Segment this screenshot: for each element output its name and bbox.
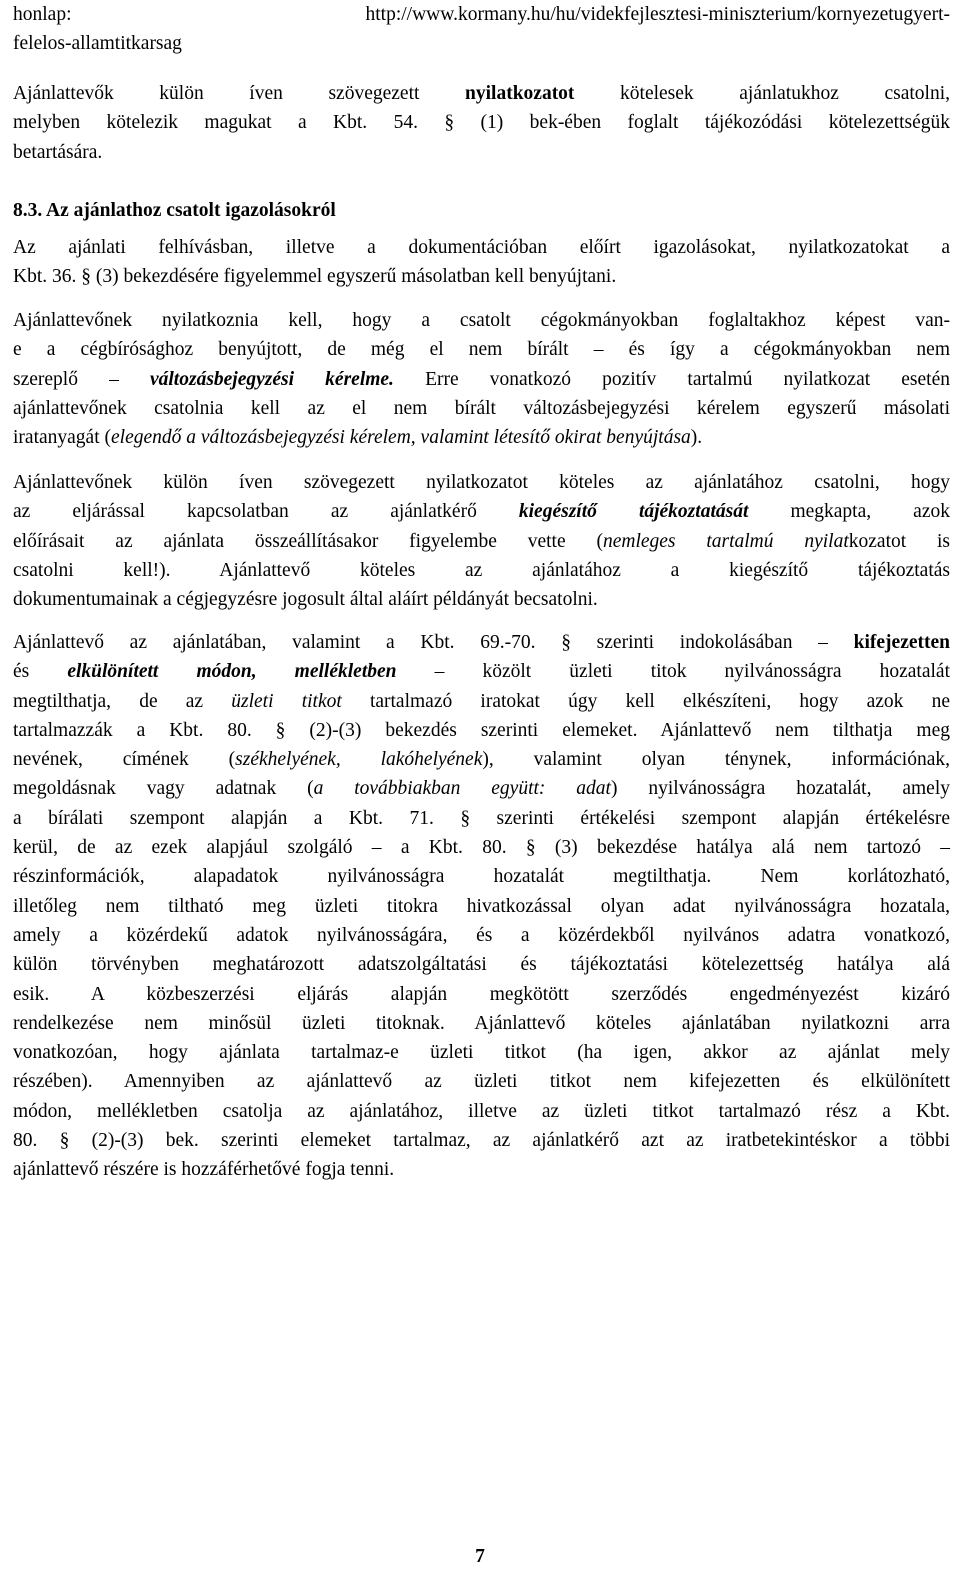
text-line: betartására. [13, 141, 103, 163]
text-line: illetőleg nem tiltható meg üzleti titokra hivatkozással olyan adat nyilvánosságra hozatala, [13, 895, 950, 917]
header-line-2: felelos-allamtitkarsag [13, 33, 182, 55]
text-line: részében). Amennyiben az ajánlattevő az üzleti titkot nem kifejezetten és elkülönített [13, 1071, 950, 1093]
text-line: esik. A közbeszerzési eljárás alapján megkötött szerződés engedményezést kizáró [13, 983, 950, 1005]
header-label: honlap: [13, 4, 72, 25]
paragraph-certificates [13, 233, 950, 292]
header-source [13, 0, 950, 59]
text-line: módon, mellékletben csatolja az ajánlatához, illetve az üzleti titkot tartalmazó rész a Kbt. [13, 1100, 950, 1122]
text-line: részinformációk, alapadatok nyilvánosságra hozatalát megtilthatja. Nem korlátozható, [13, 866, 950, 888]
text-line: melyben kötelezik magukat a Kbt. 54. § (1) bek-ében foglalt tájékozódási kötelezettségük [13, 112, 950, 134]
text-line: dokumentumainak a cégjegyzésre jogosult által aláírt példányát becsatolni. [13, 589, 598, 611]
text-line: vonatkozóan, hogy ajánlata tartalmaz-e üzleti titkot (ha igen, akkor az ajánlat mely [13, 1042, 950, 1064]
paragraph-statement [13, 79, 950, 167]
text-line: a bírálati szempont alapján a Kbt. 71. § szerinti értékelési szempont alapján értékelésre [13, 807, 950, 829]
text-line: Kbt. 36. § (3) bekezdésére figyelemmel egyszerű másolatban kell benyújtani. [13, 266, 617, 288]
text-line: rendelkezése nem minősül üzleti titoknak. Ajánlattevő köteles ajánlatában nyilatkozni arra [13, 1012, 950, 1034]
text-line: amely a közérdekű adatok nyilvánosságára, és a közérdekből nyilvános adatra vonatkozó, [13, 924, 950, 946]
text-line: Az ajánlati felhívásban, illetve a dokumentációban előírt igazolásokat, nyilatkozatokat a [13, 237, 950, 258]
text-line: kerül, de az ezek alapjául szolgáló – a Kbt. 80. § (3) bekezdése hatálya alá nem tartozó – [13, 837, 950, 859]
header-line-1 [13, 0, 950, 29]
text-line: és elkülönített módon, mellékletben – közölt üzleti titok nyilvánosságra hozatalát [13, 661, 950, 683]
text-line: ajánlattevő részére is hozzáférhetővé fogja tenni. [13, 1159, 395, 1181]
text-line: csatolni kell!). Ajánlattevő köteles az ajánlatához a kiegészítő tájékoztatás [13, 559, 950, 581]
text-line: külön törvényben meghatározott adatszolgáltatási és tájékoztatási kötelezettség hatálya alá [13, 954, 950, 976]
text-line: Ajánlattevőnek külön íven szövegezett nyilatkozatot köteles az ajánlatához csatolni, hogy [13, 472, 950, 493]
paragraph-company-documents [13, 306, 950, 452]
text-line: szereplő – változásbejegyzési kérelme. Erre vonatkozó pozitív tartalmú nyilatkozat esetén [13, 368, 950, 390]
text-line: iratanyagát (elegendő a változásbejegyzési kérelem, valamint létesítő okirat benyújtása). [13, 427, 703, 449]
text-line: előírásait az ajánlata összeállításakor figyelembe vette (nemleges tartalmú nyilatkozatot is [13, 530, 950, 552]
text-line: megtilthatja, de az üzleti titkot tartalmazó iratokat úgy kell elkészíteni, hogy azok ne [13, 690, 950, 712]
text-line: Ajánlattevő az ajánlatában, valamint a Kbt. 69.-70. § szerinti indokolásában – kifejezetten [13, 632, 950, 653]
text-line: Ajánlattevők külön íven szövegezett nyilatkozatot kötelesek ajánlatukhoz csatolni, [13, 83, 950, 104]
text-line: az eljárással kapcsolatban az ajánlatkérő kiegészítő tájékoztatását megkapta, azok [13, 501, 950, 523]
paragraph-supplementary-info [13, 468, 950, 614]
text-line: nevének, címének (székhelyének, lakóhelyének), valamint olyan ténynek, információnak, [13, 749, 950, 771]
page-number: 7 [475, 1546, 485, 1567]
text-line: megoldásnak vagy adatnak (a továbbiakban együtt: adat) nyilvánosságra hozatalát, amely [13, 778, 950, 800]
paragraph-trade-secret [13, 628, 950, 1185]
text-line: e a cégbírósághoz benyújtott, de még el nem bírált – és így a cégokmányokban nem [13, 339, 950, 361]
header-url: http://www.kormany.hu/hu/videkfejlesztesi-miniszterium/kornyezetugyert- [365, 4, 950, 25]
text-line: tartalmazzák a Kbt. 80. § (2)-(3) bekezdés szerinti elemeket. Ajánlattevő nem tilthatja meg [13, 719, 950, 741]
text-line: 80. § (2)-(3) bek. szerinti elemeket tartalmaz, az ajánlatkérő azt az iratbetekintéskor a többi [13, 1130, 950, 1152]
section-title: 8.3. Az ajánlathoz csatolt igazolásokról [13, 200, 336, 221]
text-line: Ajánlattevőnek nyilatkoznia kell, hogy a csatolt cégokmányokban foglaltakhoz képest van- [13, 310, 950, 331]
text-line: ajánlattevőnek csatolnia kell az el nem bírált változásbejegyzési kérelem egyszerű másolati [13, 397, 950, 419]
